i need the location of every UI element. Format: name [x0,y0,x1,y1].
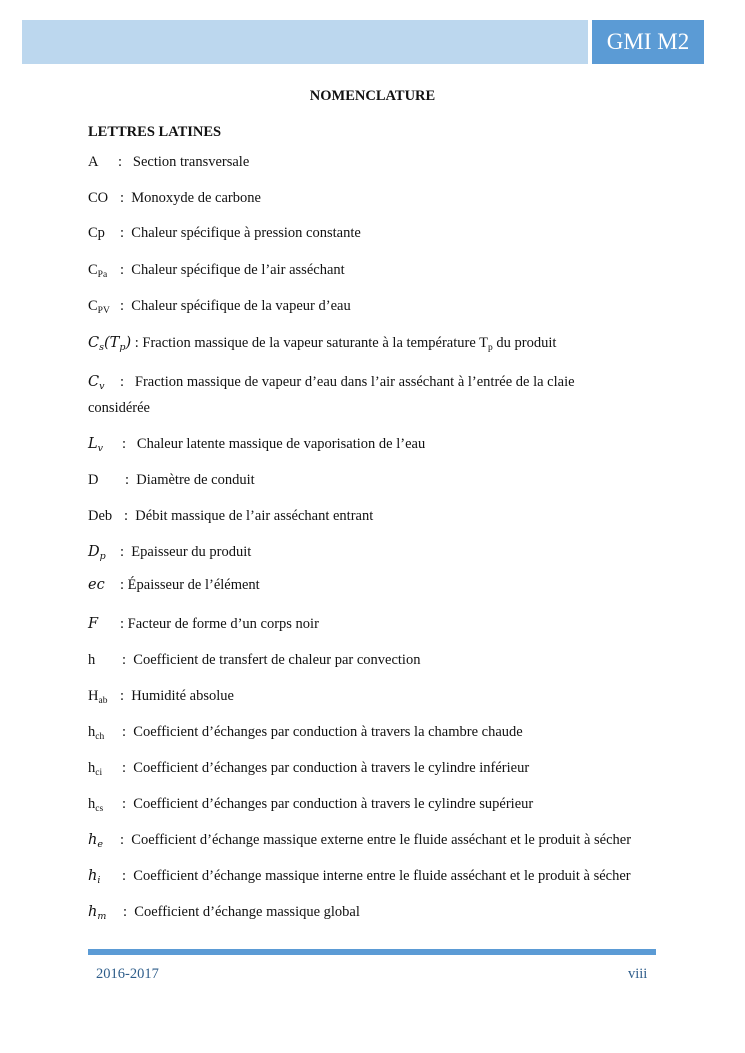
separator: : [120,298,125,314]
description: Fraction massique de la vapeur saturante à la température T [142,335,488,351]
separator: : [118,154,123,170]
description: Débit massique de l’air asséchant entrant [135,508,374,524]
separator: : [122,796,127,812]
separator: : [120,577,125,593]
description: Coefficient d’échanges par conduction à travers le cylindre inférieur [133,760,530,776]
entry-Hab [88,683,658,709]
separator: : [122,724,127,740]
entry-F [88,611,658,637]
entry-Cpv [88,293,658,319]
symbol-subscript: PV [97,306,110,316]
description: Chaleur latente massique de vaporisation de l’eau [136,436,426,452]
separator: : [122,760,127,776]
symbol-subscript: s [99,342,104,353]
symbol-subscript: Pa [97,270,108,280]
description: Chaleur spécifique de l’air asséchant [131,262,345,278]
separator: : [120,374,125,390]
separator: : [125,472,130,488]
argument-subscript: p [119,342,126,353]
symbol: h [88,832,98,848]
symbol-argument: (T [104,335,120,351]
description: Section transversale [132,154,250,170]
symbol-subscript: cs [95,804,104,814]
symbol-subscript: ci [95,768,103,778]
entry-h [88,647,658,673]
description: Coefficient d’échange massique interne entre le fluide asséchant et le produit à sécher [133,868,631,884]
symbol: ec [88,577,105,593]
entry-Cs [88,330,658,356]
entry-D [88,467,658,493]
footer-year: 2016-2017 [96,966,159,982]
separator: : [120,262,125,278]
symbol: D [88,544,100,560]
separator: : [120,688,125,704]
symbol: A [88,154,99,170]
description: Humidité absolue [131,688,234,704]
separator: : [120,832,125,848]
entry-hcs [88,791,658,817]
footer-rule [88,949,656,955]
description: Monoxyde de carbone [131,190,261,206]
symbol: Deb [88,508,113,524]
separator: : [134,335,139,351]
entry-A [88,149,658,175]
symbol-subscript: i [97,875,101,886]
description: Coefficient d’échange massique global [134,904,360,920]
symbol: D [88,472,99,488]
symbol: H [88,688,99,704]
description: Diamètre de conduit [136,472,255,488]
symbol: L [88,436,98,452]
entry-he [88,827,658,853]
description: Epaisseur du produit [131,544,252,560]
separator: : [120,225,125,241]
symbol: h [88,868,98,884]
entry-ec [88,572,658,598]
symbol: C [88,262,98,278]
symbol: h [88,724,96,740]
symbol: C [88,298,98,314]
description-subscript: p [487,343,493,353]
symbol-subscript: p [99,551,106,562]
separator: : [120,544,125,560]
symbol: h [88,652,96,668]
description: Coefficient de transfert de chaleur par convection [133,652,421,668]
entry-CO [88,185,658,211]
description: Coefficient d’échange massique externe entre le fluide asséchant et le produit à sécher [131,832,632,848]
symbol-subscript: v [99,381,105,392]
symbol: C [88,335,100,351]
symbol: h [88,904,98,920]
symbol-subscript: ab [98,696,108,706]
separator: : [123,904,128,920]
symbol: CO [88,190,109,206]
entry-Cp [88,220,658,246]
entry-Dp [88,539,658,565]
description: Facteur de forme d’un corps noir [127,616,319,632]
symbol-subscript: v [97,443,104,454]
description: Fraction massique de vapeur d’eau dans l’air asséchant à l’entrée de la claie [134,374,575,390]
separator: : [122,436,127,452]
description: Chaleur spécifique à pression constante [131,225,361,241]
description: Épaisseur de l’élément [127,577,260,593]
symbol: Cp [88,225,105,241]
symbol-subscript: e [97,839,103,850]
separator: : [124,508,129,524]
argument-close: ) [125,335,132,351]
symbol-subscript: ch [95,732,105,742]
symbol: h [88,796,96,812]
separator: : [122,652,127,668]
symbol-subscript: m [97,911,107,922]
symbol: C [88,374,100,390]
section-heading: LETTRES LATINES [88,124,222,140]
entry-Deb [88,503,658,529]
entry-Cv-continuation: considérée [88,400,150,416]
entry-Cpa [88,257,658,283]
symbol: h [88,760,96,776]
entry-hch [88,719,658,745]
separator: : [120,190,125,206]
page-number: viii [628,966,648,982]
description-tail: du produit [492,335,557,351]
entry-Cv [88,369,658,395]
separator: : [122,868,127,884]
page-title: NOMENCLATURE [309,88,436,104]
header-label: GMI M2 [592,20,704,64]
entry-hci [88,755,658,781]
entry-hm [88,899,658,925]
symbol: F [88,616,99,632]
description: Coefficient d’échanges par conduction à travers la chambre chaude [133,724,523,740]
separator: : [120,616,125,632]
entry-hi [88,863,658,889]
header-band [22,20,588,64]
description: Chaleur spécifique de la vapeur d’eau [131,298,351,314]
description: Coefficient d’échanges par conduction à travers le cylindre supérieur [133,796,534,812]
entry-Lv [88,431,658,457]
